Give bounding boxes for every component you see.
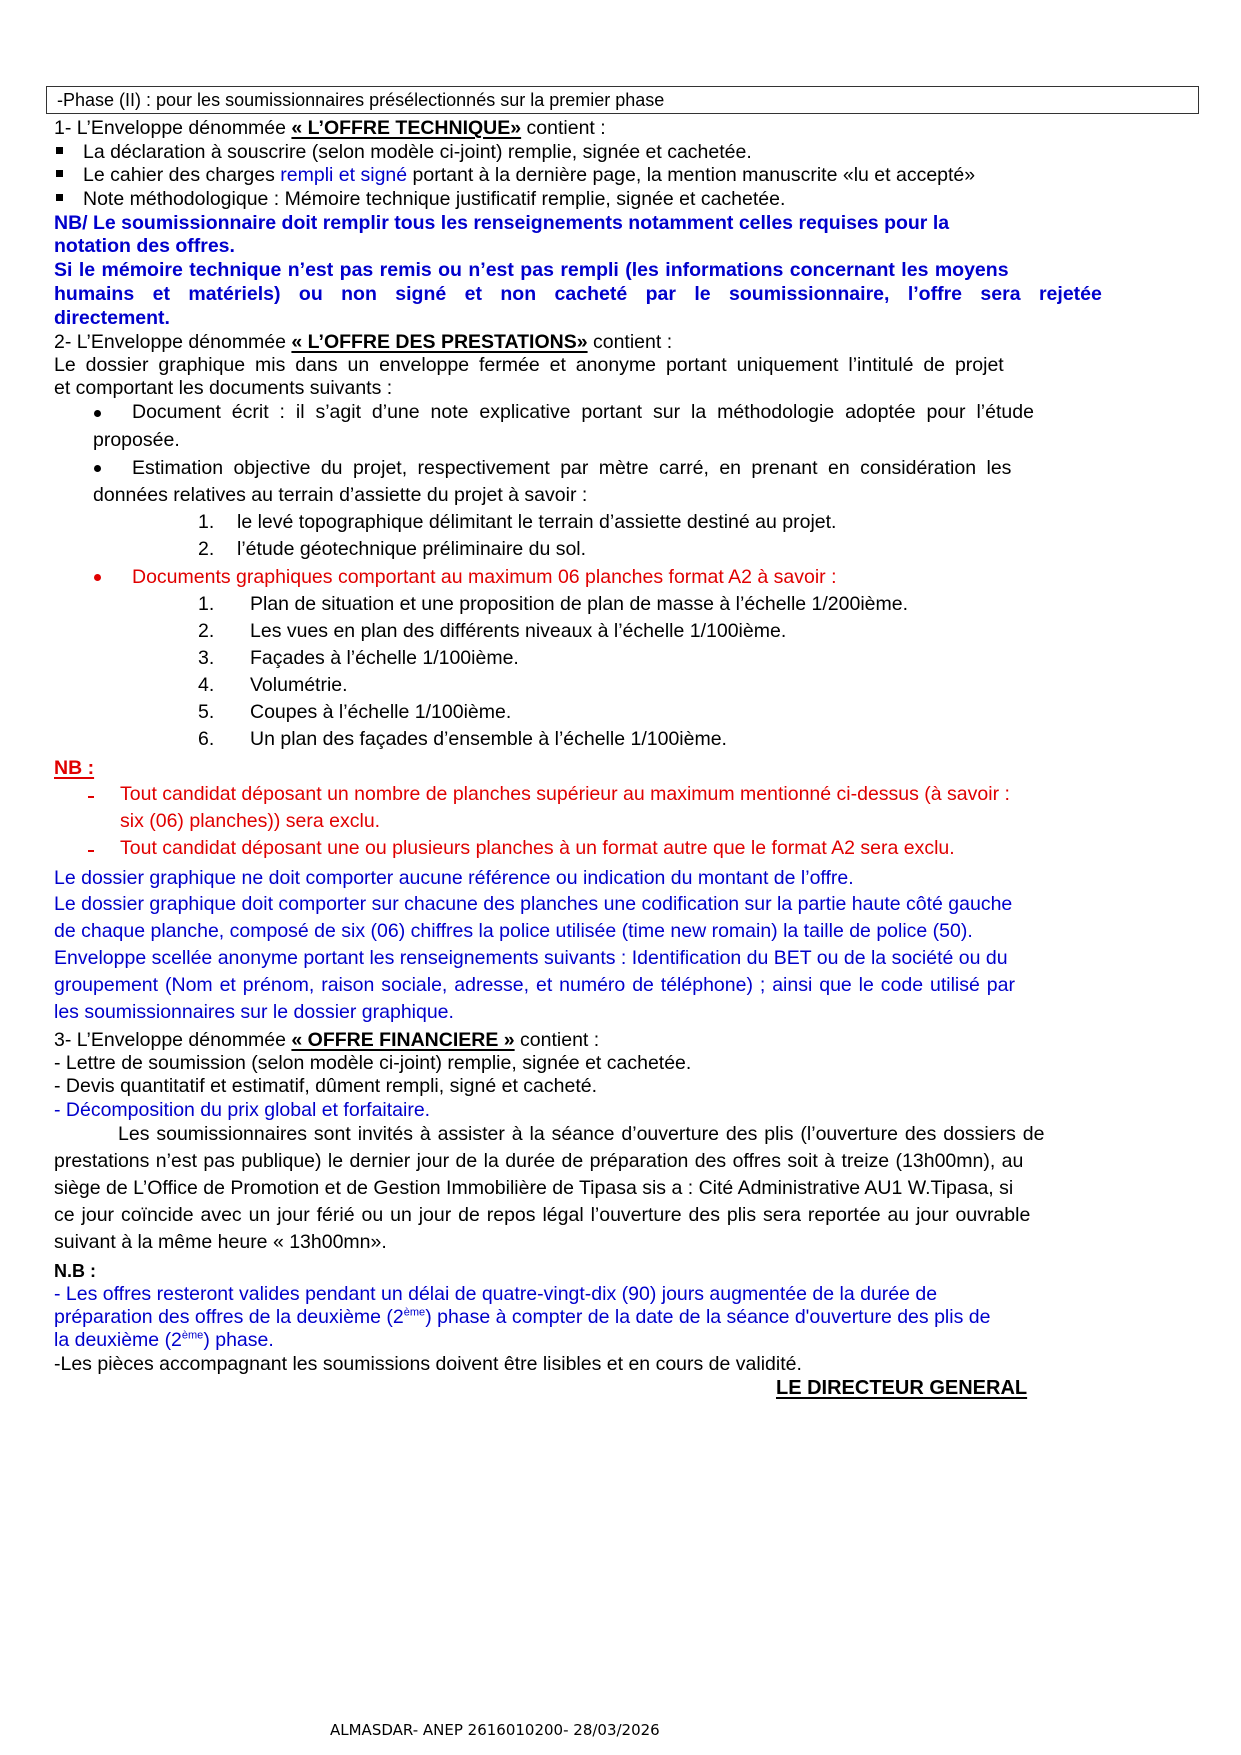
opening-paragraph-line: Les soumissionnaires sont invités à assister à la séance d’ouverture des plis (l’ouverture des dossiers de	[118, 1123, 1045, 1145]
sub-item-text: le levé topographique délimitant le terrain d’assiette destiné au projet.	[237, 511, 837, 533]
bullet-line: Estimation objective du projet, respectivement par mètre carré, en prenant en considération les	[132, 457, 1012, 479]
intro-line: et comportant les documents suivants :	[54, 377, 393, 399]
section2-heading: 2- L’Enveloppe dénommée « L’OFFRE DES PRESTATIONS» contient :	[54, 331, 673, 353]
list-item: Note méthodologique : Mémoire technique justificatif remplie, signée et cachetée.	[56, 187, 785, 211]
validity-line: - Les offres resteront valides pendant un délai de quatre-vingt-dix (90) jours augmentée de la durée de	[54, 1283, 938, 1305]
plan-number: 6.	[198, 728, 215, 750]
phase-header-text: -Phase (II) : pour les soumissionnaires présélectionnés sur la premier phase	[57, 90, 665, 110]
nb-item-line: Tout candidat déposant un nombre de planches supérieur au maximum mentionné ci-dessus (à savoir :	[120, 783, 1010, 805]
plan-number: 3.	[198, 647, 215, 669]
financial-item: - Devis quantitatif et estimatif, dûment rempli, signé et cacheté.	[54, 1075, 598, 1097]
nb-item-line: Tout candidat déposant une ou plusieurs planches à un format autre que le format A2 sera exclu.	[120, 837, 955, 859]
plan-number: 2.	[198, 620, 215, 642]
bullet-line: Document écrit : il s’agit d’une note explicative portant sur la méthodologie adoptée pour l’étude	[132, 401, 1034, 423]
plan-item: Les vues en plan des différents niveaux à l’échelle 1/100ième.	[250, 620, 787, 642]
section1-heading: 1- L’Enveloppe dénommée « L’OFFRE TECHNIQUE» contient :	[54, 117, 606, 139]
reject-note-line: humains et matériels) ou non signé et non cacheté par le soumissionnaire, l’offre sera rejetée	[54, 283, 1102, 305]
plan-number: 1.	[198, 593, 215, 615]
financial-item: - Décomposition du prix global et forfaitaire.	[54, 1099, 431, 1121]
plan-number: 4.	[198, 674, 215, 696]
sealed-envelope-note: groupement (Nom et prénom, raison sociale, adresse, et numéro de téléphone) ; ainsi que le code utilisé par	[54, 974, 1015, 996]
bullet-line: proposée.	[93, 429, 180, 451]
reject-note-line: directement.	[54, 307, 170, 329]
nb-item-line: six (06) planches)) sera exclu.	[120, 810, 381, 832]
nb-note-line: notation des offres.	[54, 235, 235, 257]
opening-paragraph-line: siège de L’Office de Promotion et de Gestion Immobilière de Tipasa sis a : Cité Administrative AU1 W.Tipasa, si	[54, 1177, 1014, 1199]
phase-header-box	[46, 86, 1199, 114]
sub-item-number: 1.	[198, 511, 215, 533]
graphic-dossier-note: Le dossier graphique ne doit comporter aucune référence ou indication du montant de l’offre.	[54, 867, 854, 889]
sealed-envelope-note: Enveloppe scellée anonyme portant les renseignements suivants : Identification du BET ou de la société ou du	[54, 947, 1008, 969]
round-bullet-icon	[94, 574, 101, 581]
graphic-dossier-note: Le dossier graphique doit comporter sur chacune des planches une codification sur la partie haute côté gauche	[54, 893, 1013, 915]
documents-validity-line: -Les pièces accompagnant les soumissions doivent être lisibles et en cours de validité.	[54, 1353, 802, 1375]
plan-number: 5.	[198, 701, 215, 723]
nb2-label: N.B :	[54, 1261, 96, 1281]
validity-line: préparation des offres de la deuxième (2ème) phase à compter de la date de la séance d'ouverture des plis de	[54, 1306, 991, 1328]
validity-line: la deuxième (2ème) phase.	[54, 1329, 274, 1351]
list-item: La déclaration à souscrire (selon modèle ci-joint) remplie, signée et cachetée.	[56, 140, 752, 164]
financial-item: - Lettre de soumission (selon modèle ci-joint) remplie, signée et cachetée.	[54, 1052, 692, 1074]
section1-title: « L’OFFRE TECHNIQUE»	[291, 117, 522, 139]
square-bullet-icon	[56, 170, 63, 177]
round-bullet-icon	[94, 465, 101, 472]
opening-paragraph-line: ce jour coïncide avec un jour férié ou un jour de repos légal l’ouverture des plis sera reportée au jour ouvrable	[54, 1204, 1031, 1226]
dash-bullet-icon	[88, 850, 94, 852]
bullet-line: données relatives au terrain d’assiette du projet à savoir :	[93, 484, 588, 506]
dash-bullet-icon	[88, 796, 94, 798]
opening-paragraph-line: suivant à la même heure « 13h00mn».	[54, 1231, 387, 1253]
plan-item: Coupes à l’échelle 1/100ième.	[250, 701, 512, 723]
plan-item: Volumétrie.	[250, 674, 348, 696]
nb-note-line: NB/ Le soumissionnaire doit remplir tous les renseignements notamment celles requises pour la	[54, 212, 950, 234]
graphic-dossier-note: de chaque planche, composé de six (06) chiffres la police utilisée (time new romain) la taille de police (50).	[54, 920, 973, 942]
graphic-docs-bullet: Documents graphiques comportant au maximum 06 planches format A2 à savoir :	[132, 566, 837, 588]
plan-item: Façades à l’échelle 1/100ième.	[250, 647, 519, 669]
section3-title: « OFFRE FINANCIERE »	[291, 1029, 515, 1051]
signature-title: LE DIRECTEUR GENERAL	[776, 1377, 1028, 1399]
square-bullet-icon	[56, 194, 63, 201]
list-item: Le cahier des charges rempli et signé portant à la dernière page, la mention manuscrite «lu et accepté»	[56, 163, 975, 187]
sealed-envelope-note: les soumissionnaires sur le dossier graphique.	[54, 1001, 454, 1023]
reject-note-line: Si le mémoire technique n’est pas remis ou n’est pas rempli (les informations concernant les moyens	[54, 259, 1009, 281]
opening-paragraph-line: prestations n’est pas publique) le dernier jour de la durée de préparation des offres soit à treize (13h00mn), au	[54, 1150, 1024, 1172]
sub-item-number: 2.	[198, 538, 215, 560]
plan-item: Plan de situation et une proposition de plan de masse à l’échelle 1/200ième.	[250, 593, 909, 615]
sub-item-text: l’étude géotechnique préliminaire du sol.	[237, 538, 587, 560]
section2-title: « L’OFFRE DES PRESTATIONS»	[291, 331, 588, 353]
section3-heading: 3- L’Enveloppe dénommée « OFFRE FINANCIERE » contient :	[54, 1029, 600, 1051]
footer-reference: ALMASDAR- ANEP 2616010200- 28/03/2026	[330, 1721, 660, 1739]
intro-line: Le dossier graphique mis dans un enveloppe fermée et anonyme portant uniquement l’intitulé de projet	[54, 354, 1004, 376]
round-bullet-icon	[94, 410, 101, 417]
plan-item: Un plan des façades d’ensemble à l’échelle 1/100ième.	[250, 728, 727, 750]
square-bullet-icon	[56, 147, 63, 154]
nb-label: NB :	[54, 757, 95, 779]
